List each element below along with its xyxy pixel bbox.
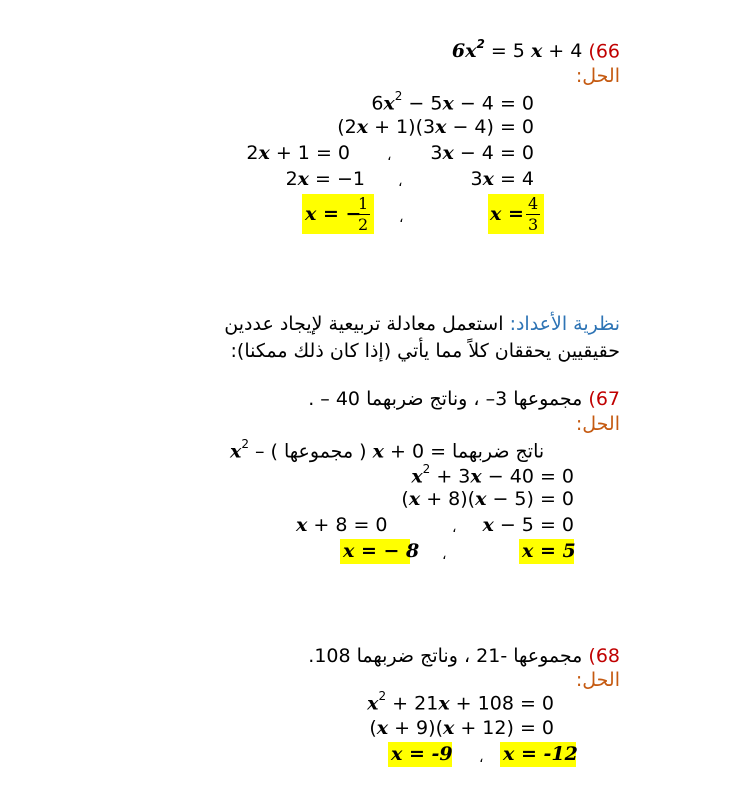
problem-67-step3: (x + 8)(x − 5) = 0: [401, 488, 574, 510]
separator: ،: [398, 174, 403, 190]
problem-67-step1: $x^2$ – ( مجموعها ) x + ناتج ضربهما = 0: [230, 437, 545, 463]
problem-68-answer-left: x = -9: [391, 743, 453, 765]
problem-66-answer-left: x = −: [305, 203, 362, 225]
number-theory-text1: استعمل معادلة تربيعية لإيجاد عددين: [224, 313, 504, 335]
problem-66-answer-left-fraction: [356, 195, 370, 233]
problem-66-solution-label: الحل:: [575, 65, 620, 87]
fraction-numerator: 1: [358, 194, 369, 213]
problem-68-step2: (x + 9)(x + 12) = 0: [369, 717, 554, 739]
problem-67-heading: [308, 390, 620, 409]
problem-66-equation: $6x^2 = 5$ x + 4: [451, 37, 583, 63]
separator: ،: [387, 148, 392, 164]
problem-68-solution-label: الحل:: [575, 669, 620, 691]
separator: ،: [452, 520, 457, 536]
number-theory-line2: حقيقيين يحققان كلاً مما يأتي (إذا كان ذلك ممكنا):: [230, 340, 620, 362]
problem-66-step2: (2x + 1)(3x − 4) = 0: [337, 116, 534, 138]
problem-66-number: (66: [588, 40, 620, 63]
problem-66-step3-right: 3x − 4 = 0: [430, 142, 534, 164]
number-theory-label: نظرية الأعداد:: [509, 313, 620, 335]
problem-68-statement: مجموعها -21 ، وناتج ضربهما 108.: [308, 645, 583, 667]
problem-67-statement: مجموعها 3– ، وناتج ضربهما 40 – .: [308, 388, 583, 410]
fraction-denominator: 2: [358, 214, 369, 234]
problem-67-solution-label: الحل:: [575, 413, 620, 435]
problem-68-heading: [308, 647, 620, 666]
problem-66-step4-right: 3x = 4: [470, 168, 534, 190]
separator: ،: [479, 750, 484, 766]
problem-68-step1: $x^2 + 21x + 108 = 0$: [367, 689, 554, 715]
separator: ،: [442, 547, 447, 563]
problem-68-answer-right: x = -12: [503, 743, 578, 765]
problem-67-step4-left: x + 8 = 0: [296, 514, 388, 536]
problem-67-answer-right: x = 5: [522, 540, 576, 562]
problem-67-step2: $x^2 + 3x - 40 = 0$: [411, 462, 574, 488]
number-theory-line1: [224, 315, 620, 334]
problem-66-answer-right: x =: [490, 203, 524, 225]
problem-68-number: 68): [588, 645, 620, 667]
problem-66-answer-right-fraction: [526, 195, 540, 233]
problem-67-step4-right: x − 5 = 0: [482, 514, 574, 536]
fraction-numerator: 4: [528, 194, 539, 213]
problem-67-number: 67): [588, 388, 620, 410]
problem-66-heading: [451, 37, 620, 63]
separator: ،: [399, 210, 404, 226]
problem-67-answer-left: x = − 8: [343, 540, 420, 562]
problem-66-step4-left: 2x = −1: [285, 168, 365, 190]
fraction-denominator: 3: [528, 214, 539, 234]
problem-66-step3-left: 2x + 1 = 0: [246, 142, 350, 164]
problem-66-step1: $6x^2 - 5x - 4 = 0$: [371, 89, 534, 115]
